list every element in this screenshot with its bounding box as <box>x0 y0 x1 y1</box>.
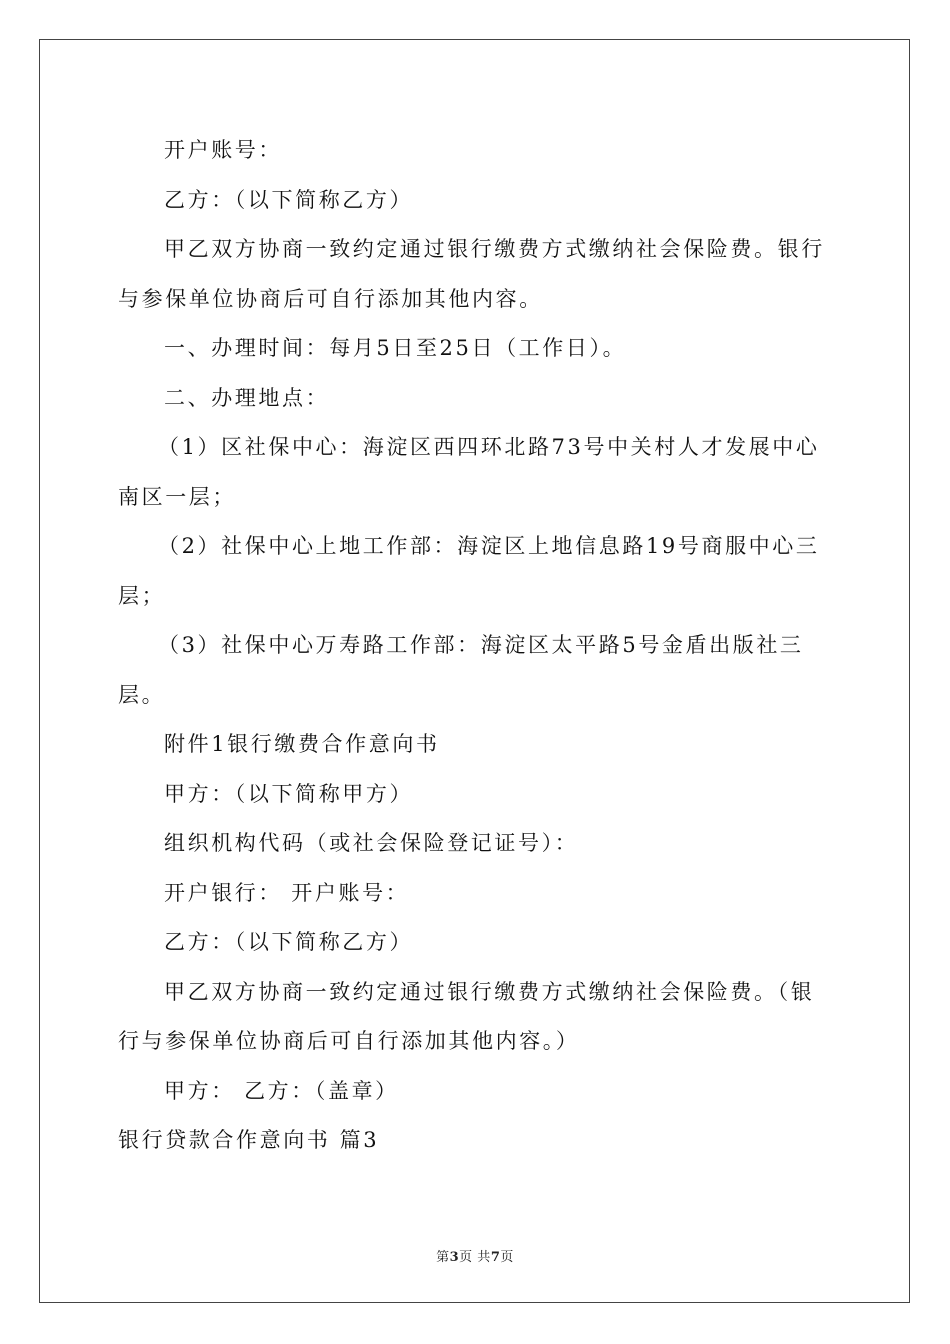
paragraph-line: 层。 <box>118 682 166 707</box>
paragraph-line: 一、办理时间：每月5日至25日（工作日）。 <box>164 336 627 360</box>
footer-suffix: 页 <box>500 1250 514 1265</box>
paragraph-line: （2）社保中心上地工作部：海淀区上地信息路19号商服中心三 <box>158 534 820 558</box>
paragraph-line: 与参保单位协商后可自行添加其他内容。 <box>118 286 543 311</box>
paragraph-line: 乙方：（以下简称乙方） <box>164 187 414 212</box>
paragraph-line: （1）区社保中心：海淀区西四环北路73号中关村人才发展中心 <box>158 435 820 459</box>
paragraph-line: 行与参保单位协商后可自行添加其他内容。） <box>118 1029 580 1053</box>
paragraph-line: 开户银行： 开户账号： <box>164 880 410 905</box>
footer-total-pages: 7 <box>490 1250 501 1265</box>
paragraph-line: 附件1银行缴费合作意向书 <box>164 732 440 756</box>
document-body <box>118 126 834 1166</box>
paragraph-line: 开户账号： <box>164 138 282 162</box>
paragraph-line: （3）社保中心万寿路工作部：海淀区太平路5号金盾出版社三 <box>158 633 804 657</box>
paragraph-line: 甲方： 乙方：（盖章） <box>164 1078 399 1103</box>
paragraph-line: 二、办理地点： <box>164 385 330 410</box>
page-footer <box>0 1246 950 1265</box>
paragraph-line: 甲乙双方协商一致约定通过银行缴费方式缴纳社会保险费。银行 <box>164 237 825 261</box>
paragraph-line: 甲乙双方协商一致约定通过银行缴费方式缴纳社会保险费。（银 <box>164 979 815 1004</box>
paragraph-line: 银行贷款合作意向书 篇3 <box>118 1128 380 1152</box>
paragraph-line: 南区一层； <box>118 484 236 509</box>
footer-prefix: 第 <box>436 1250 450 1265</box>
paragraph-line: 层； <box>118 583 166 608</box>
footer-mid: 页 共 <box>459 1250 491 1265</box>
paragraph-line: 乙方：（以下简称乙方） <box>164 930 414 954</box>
footer-current-page: 3 <box>449 1250 460 1265</box>
paragraph-line: 组织机构代码（或社会保险登记证号）： <box>164 831 579 855</box>
paragraph-line: 甲方：（以下简称甲方） <box>164 781 414 806</box>
